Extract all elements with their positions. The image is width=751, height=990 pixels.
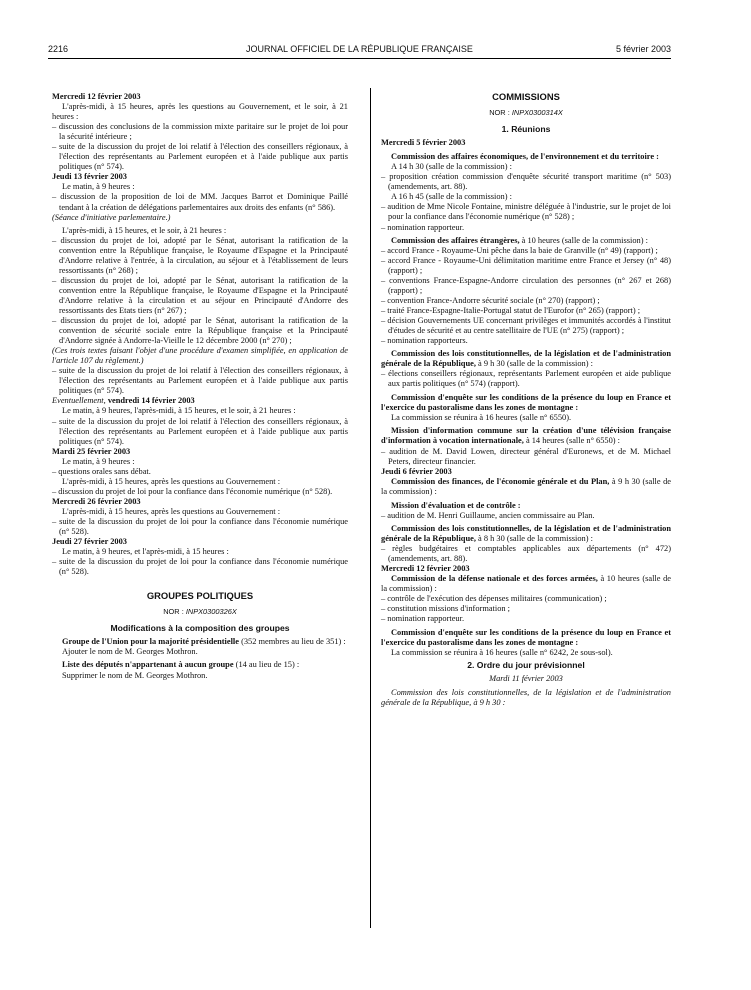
day-heading: Mardi 11 février 2003 [489, 674, 563, 684]
nor-label: NOR : [163, 607, 184, 617]
commission-name: Mission d'information commune sur la création d'une télévision française d'information à vocation internationale, [381, 426, 671, 446]
day-heading: Mardi 25 février 2003 [52, 446, 131, 456]
commission-name: Commission des lois constitutionnelles, de la législation et de l'administration générale de la République, [381, 523, 671, 543]
agenda-item: – discussion du projet de loi, adopté par le Sénat, autorisant la ratification de la convention entre la République française, le Royaume d'Espagne et la Principauté d'Andorre relative à la circulation et au séjour en Principauté d'Andorre des ressortissants des Etats tiers (n° 267) ; [52, 275, 348, 315]
nor-code: INPX0300326X [185, 607, 237, 617]
agenda-item: – accord France - Royaume-Uni pêche dans la baie de Granville (n° 49) (rapport) ; [381, 245, 658, 255]
column-divider [370, 88, 371, 928]
day-heading: Mercredi 12 février 2003 [52, 92, 141, 101]
session-time: Le matin, à 9 heures, l'après-midi, à 15 heures, et le soir, à 21 heures : [62, 406, 296, 416]
agenda-item: – traité France-Espagne-Italie-Portugal statut de l'Eurofor (n° 265) (rapport) ; [381, 305, 641, 315]
agenda-item: – discussion de la proposition de loi de MM. Jacques Barrot et Dominique Paillé tendant à la création de délégations parlementaires aux droits des enfants (n° 586). [52, 192, 348, 212]
session-time: A 14 h 30 (salle de la commission) : [391, 162, 512, 172]
agenda-item: – discussion du projet de loi, adopté par le Sénat, autorisant la ratification de la convention entre la République française, le Royaume d'Espagne et la Principauté d'Andorre relative à l'entrée, à la circulation, au séjour et à l'établissement de leurs ressortissants (n° 268) ; [52, 235, 348, 275]
agenda-item: – suite de la discussion du projet de loi relatif à l'élection des conseillers régionaux, à l'élection des représentants au Parlement européen et à l'aide publique aux partis politiques (n° 574). [52, 416, 348, 446]
agenda-item: – règles budgétaires et comptables applicables aux départements (n° 472) (amendements, art. 88). [381, 543, 671, 563]
agenda-item: – contrôle de l'exécution des dépenses militaires (communication) ; [381, 594, 607, 604]
commission-title [381, 524, 671, 544]
agenda-item: – nomination rapporteurs. [381, 336, 468, 346]
commission-name: Commission des lois constitutionnelles, de la législation et de l'administration générale de la République, [381, 349, 671, 369]
session-time: Le matin, à 9 heures, et l'après-midi, à 15 heures : [62, 547, 229, 557]
subsection-title: 1. Réunions [501, 124, 551, 135]
page-number: 2216 [48, 44, 69, 54]
commission-line: Commission des lois constitutionnelles, de la législation et de l'administration générale de la République, à 9 h 30 : [381, 687, 671, 707]
commission-time: à 10 heures (salle de la commission) : [521, 235, 648, 245]
session-time: A 16 h 45 (salle de la commission) : [391, 192, 512, 202]
session-time: L'après-midi, à 15 heures, après les questions au Gouvernement : [62, 476, 281, 486]
commission-body: La commission se réunira à 16 heures (salle n° 6550). [391, 413, 572, 423]
mission-title: Mission d'évaluation et de contrôle : [391, 500, 521, 510]
agenda-item: – suite de la discussion du projet de loi relatif à l'élection des conseillers régionaux, à l'élection des représentants au Parlement européen et à l'aide publique aux partis politiques (n° 574). [52, 366, 348, 396]
agenda-item: – audition de Mme Nicole Fontaine, ministre déléguée à l'industrie, sur le projet de loi pour la confiance dans l'économie numérique (n° 528) ; [381, 202, 671, 222]
agenda-item: – proposition création commission d'enquête sécurité transport maritime (n° 503) (amendements, art. 88). [381, 172, 671, 192]
session-time: L'après-midi, à 15 heures, et le soir, à 21 heures : [62, 225, 227, 235]
nor-reference [381, 108, 671, 118]
day-heading: Mercredi 12 février 2003 [381, 564, 470, 574]
commission-name: Commission des affaires étrangères, [391, 235, 520, 245]
day-heading: Jeudi 27 février 2003 [52, 537, 127, 547]
session-time: L'après-midi, à 15 heures, après les questions au Gouvernement, et le soir, à 21 heures : [52, 102, 348, 122]
commission-name: Commission de la défense nationale et des forces armées, [391, 574, 598, 584]
commission-name: Commission des finances, de l'économie générale et du Plan, [391, 476, 610, 486]
day-heading: Mercredi 26 février 2003 [52, 496, 141, 506]
group-name: Liste des députés n'appartenant à aucun groupe [62, 660, 234, 670]
day-heading: Jeudi 6 février 2003 [381, 466, 452, 476]
agenda-item: – suite de la discussion du projet de loi pour la confiance dans l'économie numérique (n° 528). [52, 516, 348, 537]
agenda-item: – questions orales sans débat. [52, 466, 151, 476]
day-heading: Jeudi 13 février 2003 [52, 172, 127, 182]
agenda-item: – convention France-Andorre sécurité sociale (n° 270) (rapport) ; [381, 295, 600, 305]
commission-time: à 8 h 30 (salle de la commission) : [478, 533, 593, 543]
day-heading-qualifier: Eventuellement, [52, 396, 106, 406]
group-entry [52, 637, 348, 647]
agenda-item: – discussion des conclusions de la commission mixte paritaire sur le projet de loi pour la sécurité intérieure ; [52, 122, 348, 142]
agenda-item: – audition de M. David Lowen, directeur général d'Euronews, et de M. Michael Peters, directeur financier. [381, 446, 671, 466]
page-header [48, 44, 671, 58]
commission-title [381, 349, 671, 369]
agenda-item: – nomination rapporteur. [381, 614, 465, 624]
group-action: Ajouter le nom de M. Georges Mothron. [62, 647, 198, 657]
commission-time: à 14 heures (salle n° 6550) : [525, 436, 620, 446]
agenda-item: – nomination rapporteur. [381, 222, 465, 232]
group-count: (14 au lieu de 15) : [235, 660, 300, 670]
agenda-item: – conventions France-Espagne-Andorre circulation des personnes (n° 267 et 268) (rapport) ; [381, 275, 671, 295]
left-column [52, 92, 348, 681]
session-note: (Séance d'initiative parlementaire.) [52, 212, 171, 222]
subsection-title: 2. Ordre du jour prévisionnel [467, 660, 585, 671]
nor-code: INPX0300314X [511, 108, 563, 118]
nor-label: NOR : [489, 108, 510, 118]
issue-date: 5 février 2003 [615, 44, 671, 54]
commission-title [381, 236, 671, 246]
group-entry [52, 660, 348, 670]
commission-title [381, 477, 671, 497]
section-title: GROUPES POLITIQUES [146, 590, 254, 602]
group-count: (352 membres au lieu de 351) : [241, 637, 346, 647]
agenda-item: – discussion du projet de loi, adopté par le Sénat, autorisant la ratification de la convention de sécurité sociale entre la République française et la Principauté d'Andorre signée à Andorre-la-Vieille le 12 décembre 2000 (n° 270) ; [52, 316, 348, 346]
agenda-item: – élections conseillers régionaux, représentants Parlement européen et aide publique aux partis politiques (n° 574) (rapport). [381, 369, 671, 389]
commission-time: à 9 h 30 (salle de la commission) : [478, 359, 593, 369]
header-rule [48, 58, 671, 59]
day-heading: Mercredi 5 février 2003 [381, 138, 466, 148]
agenda-item: – discussion du projet de loi pour la confiance dans l'économie numérique (n° 528). [52, 486, 333, 496]
right-column [381, 92, 671, 708]
agenda-item: – décision Gouvernements UE concernant privilèges et immunités accordés à l'institut d'études de sécurité et au centre satellitaire de l'UE (n° 275) (rapport) ; [381, 315, 671, 335]
commission-body: La commission se réunira à 16 heures (salle n° 6242, 2e sous-sol). [391, 648, 613, 658]
session-time: Le matin, à 9 heures : [62, 456, 135, 466]
commission-time: à 10 heures (salle de la commission) : [381, 574, 671, 594]
commission-time: à 9 h 30 (salle de la commission) : [381, 476, 671, 496]
commission-title [381, 426, 671, 446]
group-action: Supprimer le nom de M. Georges Mothron. [62, 670, 208, 680]
commission-title [381, 574, 671, 594]
session-note: (Ces trois textes faisant l'objet d'une procédure d'examen simplifiée, en application de l'article 107 du règlement.) [52, 346, 348, 366]
day-heading-date: vendredi 14 février 2003 [107, 396, 195, 406]
subsection-title: Modifications à la composition des groupes [110, 623, 290, 634]
commission-title: Commission d'enquête sur les conditions de la présence du loup en France et l'exercice du pastoralisme dans les zones de montagne : [381, 628, 671, 648]
agenda-item: – accord France - Royaume-Uni délimitation maritime entre France et Jersey (n° 48) (rapport) ; [381, 255, 671, 275]
agenda-item: – audition de M. Henri Guillaume, ancien commissaire au Plan. [381, 510, 595, 520]
agenda-item: – suite de la discussion du projet de loi relatif à l'élection des conseillers régionaux, à l'élection des représentants au Parlement européen et à l'aide publique aux partis politiques (n° 574). [52, 142, 348, 172]
day-heading [52, 396, 348, 406]
commission-title: Commission des affaires économiques, de l'environnement et du territoire : [391, 152, 659, 162]
session-time: Le matin, à 9 heures : [62, 182, 135, 192]
session-time: L'après-midi, à 15 heures, après les questions au Gouvernement : [62, 506, 281, 516]
journal-title: JOURNAL OFFICIEL DE LA RÉPUBLIQUE FRANÇAISE [246, 44, 473, 54]
section-title: COMMISSIONS [492, 91, 560, 102]
group-name: Groupe de l'Union pour la majorité présidentielle [62, 637, 239, 647]
agenda-item: – constitution missions d'information ; [381, 604, 510, 614]
nor-reference [52, 607, 348, 617]
agenda-item: – suite de la discussion du projet de loi pour la confiance dans l'économie numérique (n° 528). [52, 557, 348, 577]
commission-title: Commission d'enquête sur les conditions de la présence du loup en France et l'exercice du pastoralisme dans les zones de montagne : [381, 393, 671, 413]
